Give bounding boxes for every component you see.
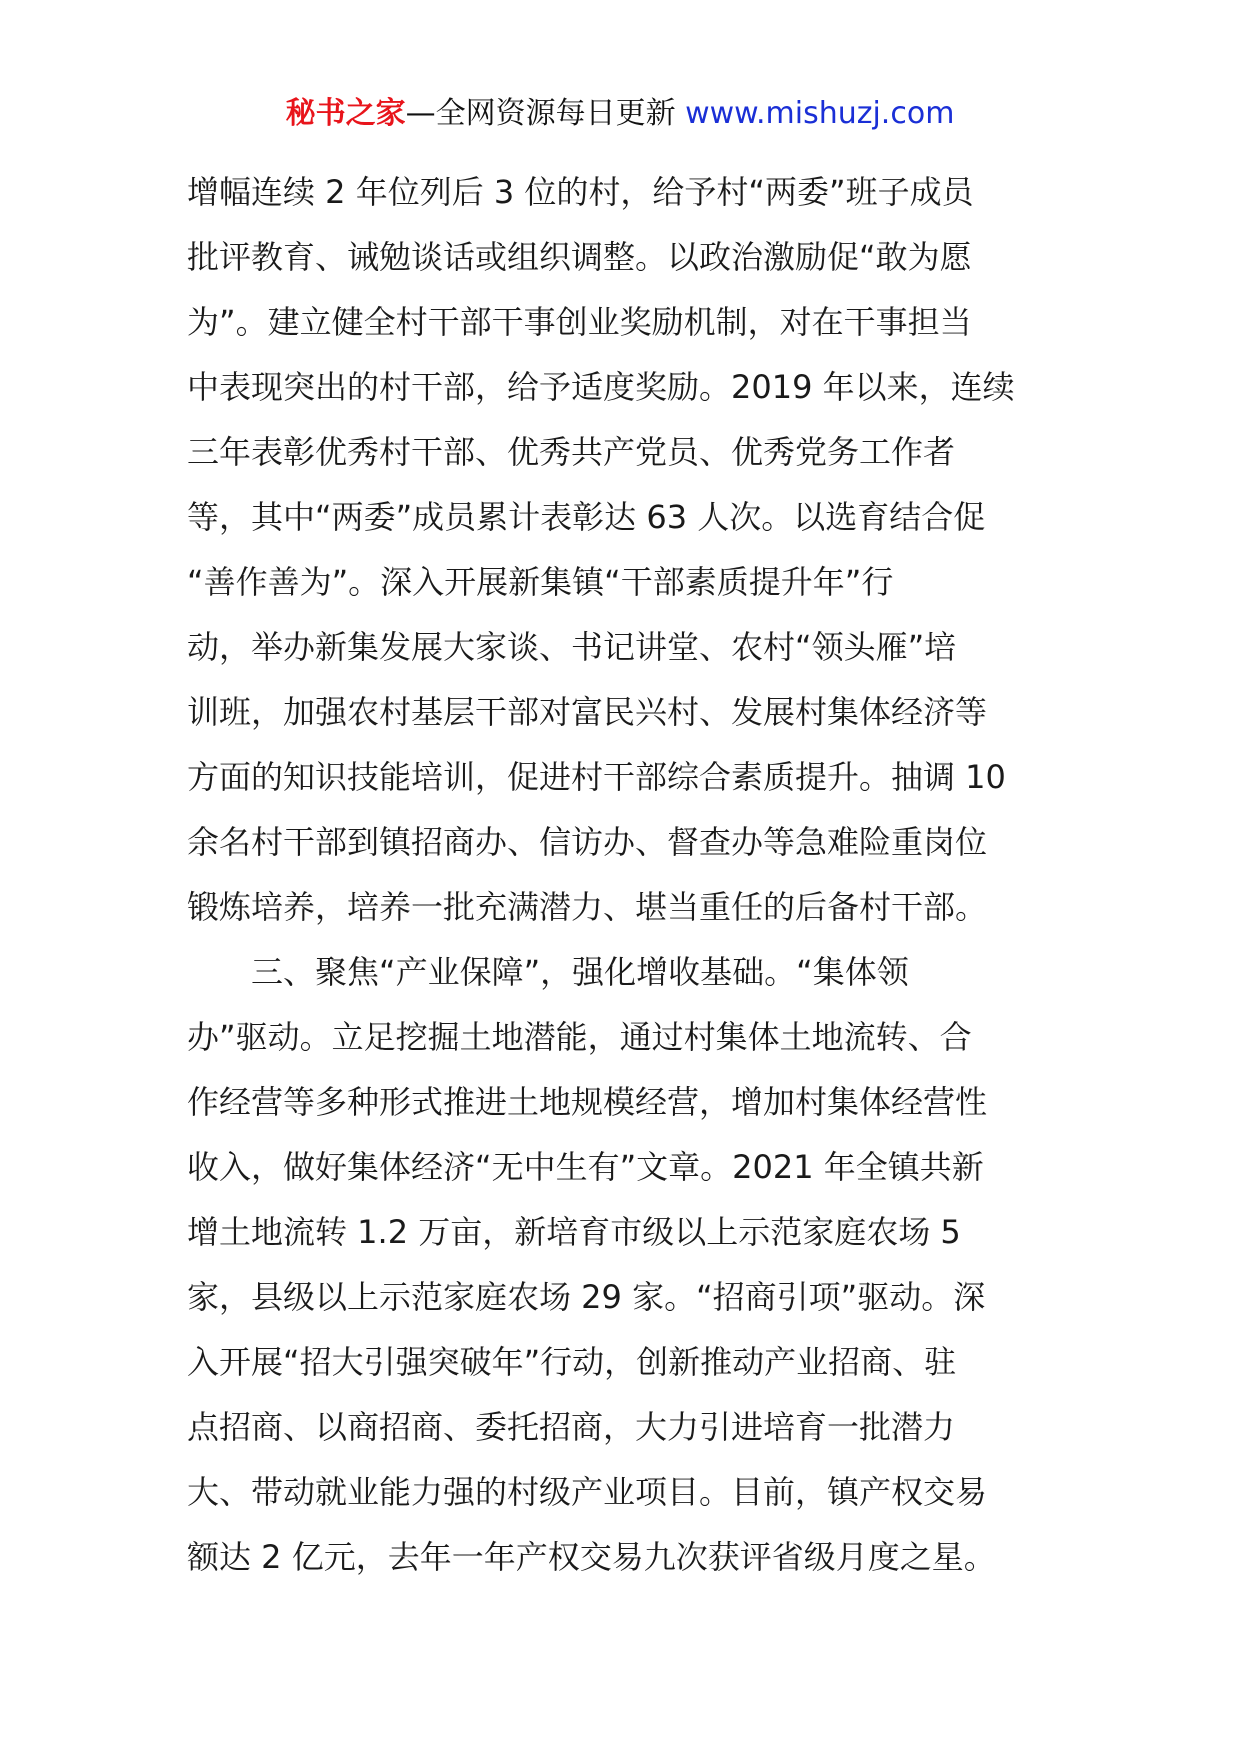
- text-line: 锻炼培养，培养一批充满潜力、堪当重任的后备村干部。: [187, 888, 988, 926]
- text-line: 三年表彰优秀村干部、优秀共产党员、优秀党务工作者: [187, 433, 956, 471]
- text-line: 增土地流转 1.2 万亩，新培育市级以上示范家庭农场 5: [187, 1213, 961, 1251]
- brand-name: 秘书之家: [285, 96, 406, 131]
- text-line: 大、带动就业能力强的村级产业项目。目前，镇产权交易: [187, 1473, 988, 1511]
- text-line: 等，其中“两委”成员累计表彰达 63 人次。以选育结合促: [187, 498, 986, 536]
- text-line: 额达 2 亿元，去年一年产权交易九次获评省级月度之星。: [187, 1538, 996, 1576]
- section-heading-line: 三、聚焦“产业保障”，强化增收基础。“集体领: [251, 953, 909, 991]
- text-line: 入开展“招大引强突破年”行动，创新推动产业招商、驻: [187, 1343, 957, 1381]
- text-line: 动，举办新集发展大家谈、书记讲堂、农村“领头雁”培: [187, 628, 957, 666]
- text-line: 批评教育、诫勉谈话或组织调整。以政治激励促“敢为愿: [187, 238, 972, 276]
- text-line: 余名村干部到镇招商办、信访办、督查办等急难险重岗位: [187, 823, 988, 861]
- text-line: “善作善为”。深入开展新集镇“干部素质提升年”行: [187, 563, 894, 601]
- text-line: 训班，加强农村基层干部对富民兴村、发展村集体经济等: [187, 693, 988, 731]
- text-line: 作经营等多种形式推进土地规模经营，增加村集体经营性: [187, 1083, 988, 1121]
- text-line: 方面的知识技能培训，促进村干部综合素质提升。抽调 10: [187, 758, 1006, 796]
- header-tagline: —全网资源每日更新: [405, 96, 676, 131]
- site-url-link[interactable]: www.mishuzj.com: [675, 96, 955, 131]
- text-line: 收入，做好集体经济“无中生有”文章。2021 年全镇共新: [187, 1148, 984, 1186]
- text-line: 家，县级以上示范家庭农场 29 家。“招商引项”驱动。深: [187, 1278, 986, 1316]
- document-body: [187, 160, 1057, 1590]
- site-header: [0, 94, 1240, 134]
- text-line: 办”驱动。立足挖掘土地潜能，通过村集体土地流转、合: [187, 1018, 972, 1056]
- text-line: 点招商、以商招商、委托招商，大力引进培育一批潜力: [187, 1408, 956, 1446]
- text-line: 中表现突出的村干部，给予适度奖励。2019 年以来，连续: [187, 368, 1015, 406]
- text-line: 为”。建立健全村干部干事创业奖励机制，对在干事担当: [187, 303, 972, 341]
- text-line: 增幅连续 2 年位列后 3 位的村，给予村“两委”班子成员: [187, 173, 974, 211]
